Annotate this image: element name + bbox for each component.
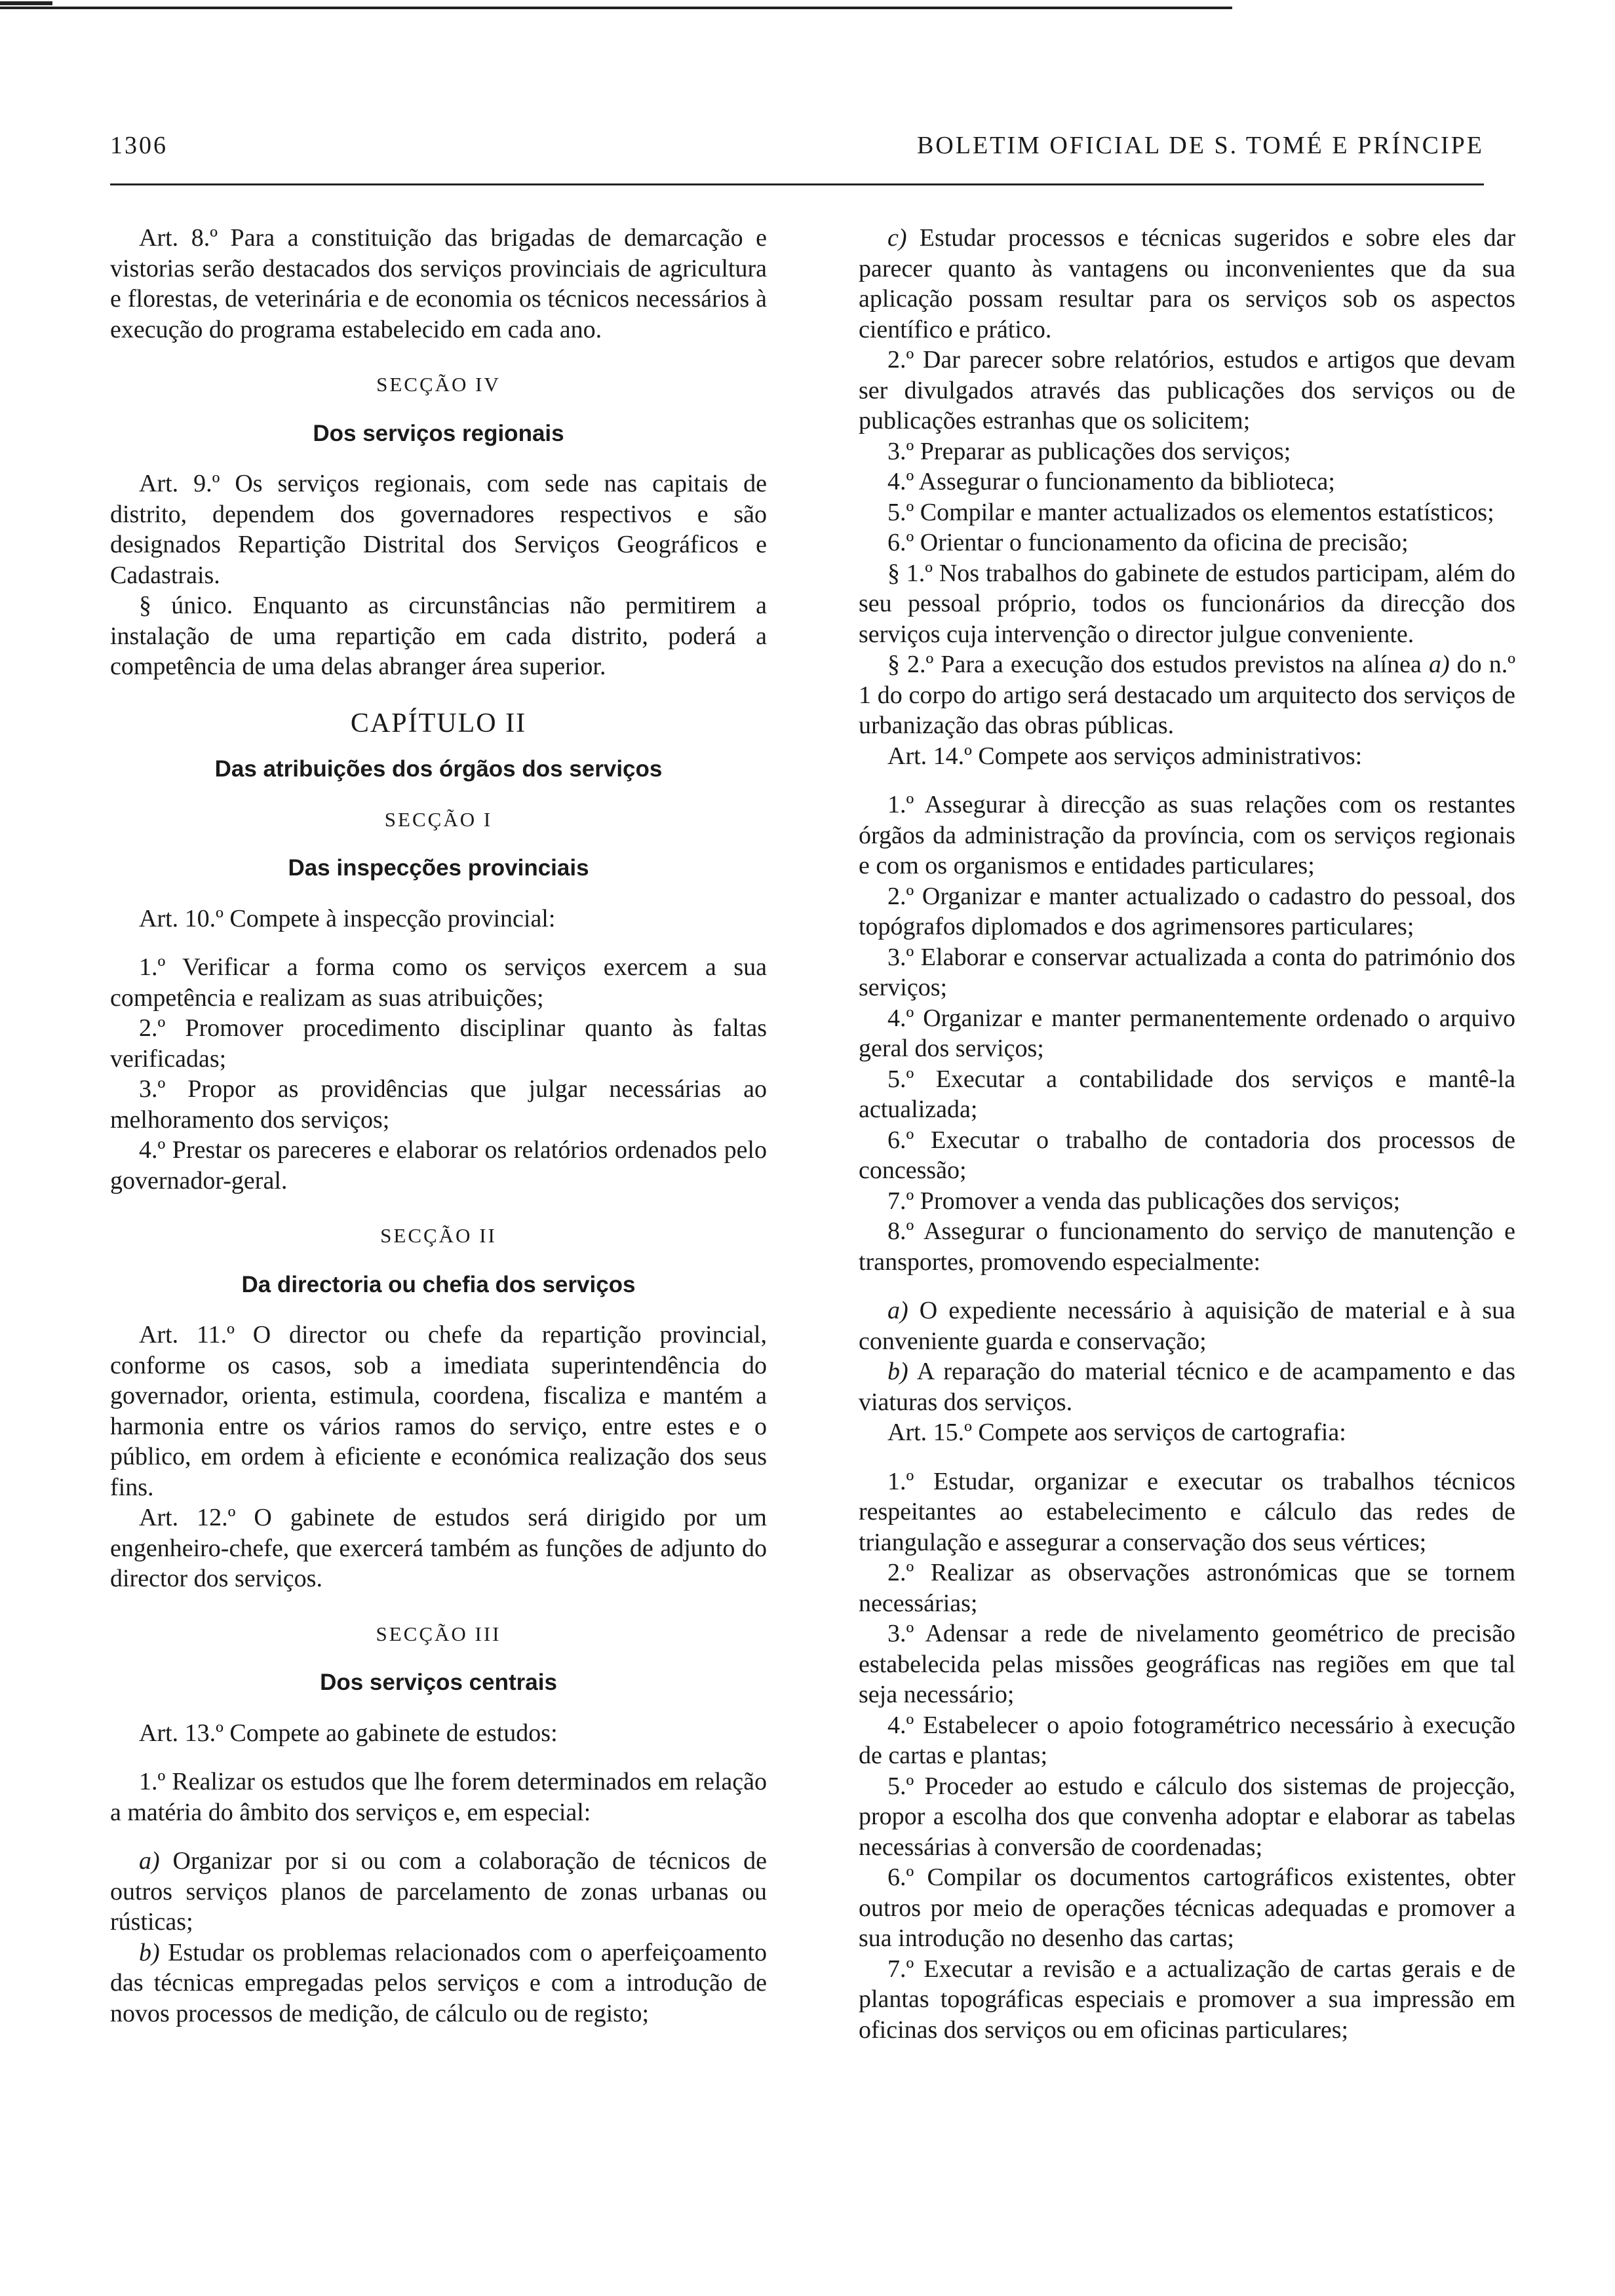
list-item: 3.º Elaborar e conservar actualizada a conta do património dos serviços; [859, 943, 1515, 1001]
list-item: 1.º Estudar, organizar e executar os trabalhos técnicos respeitantes ao estabelecimento e cálculo das redes de triangulação e assegurar a conservação dos seus vértices; [859, 1467, 1515, 1556]
list-item: 2.º Promover procedimento disciplinar quanto às faltas verificadas; [110, 1014, 767, 1073]
list-item: 7.º Promover a venda das publicações dos serviços; [887, 1187, 1401, 1215]
list-item [110, 1846, 767, 1938]
list-item: 6.º Compilar os documentos cartográficos existentes, obter outros por meio de operações técnicas adequadas e promover a sua introdução no desenho das cartas; [859, 1864, 1515, 1952]
section-title: Dos serviços regionais [313, 420, 564, 446]
list-item: 4.º Prestar os pareceres e elaborar os relatórios ordenados pelo governador-geral. [110, 1136, 767, 1195]
item-label: b) [139, 1938, 160, 1966]
list-item: 6.º Executar o trabalho de contadoria dos processos de concessão; [859, 1126, 1515, 1184]
item-label: c) [887, 224, 907, 252]
chapter-title: Das atribuições dos órgãos dos serviços [214, 756, 663, 782]
list-item [859, 1295, 1515, 1356]
list-item: 7.º Executar a revisão e a actualização de cartas gerais e de plantas topográficas especiais e promover a sua impressão em oficinas dos serviços ou em oficinas particulares; [859, 1955, 1515, 2044]
header-rule [110, 183, 1484, 185]
list-item: 1.º Verificar a forma como os serviços exercem a sua competência e realizam as suas atribuições; [110, 953, 767, 1012]
list-item [110, 1938, 767, 2029]
item-label: a) [887, 1297, 908, 1324]
item-text: O expediente necessário à aquisição de material e à sua conveniente guarda e conservação; [859, 1297, 1515, 1355]
item-label: a) [139, 1847, 160, 1875]
list-item: 4.º Organizar e manter permanentemente ordenado o arquivo geral dos serviços; [859, 1004, 1515, 1062]
section-heading: SECÇÃO I [384, 807, 493, 831]
item-label: a) [1428, 651, 1450, 678]
list-item: 4.º Assegurar o funcionamento da biblioteca; [887, 468, 1335, 495]
list-item: 8.º Assegurar o funcionamento do serviço de manutenção e transportes, promovendo especialmente: [859, 1217, 1515, 1276]
list-item: 2.º Dar parecer sobre relatórios, estudos e artigos que devam ser divulgados através das publicações dos serviços ou de publicações estranhas que os solicitem; [859, 346, 1515, 434]
article-10: Art. 10.º Compete à inspecção provincial: [139, 904, 556, 932]
item-label: b) [887, 1358, 908, 1385]
article-9: Art. 9.º Os serviços regionais, com sede nas capitais de distrito, dependem dos governadores respectivos e são designados Repartição Distrital dos Serviços Geográficos e Cadastrais. [110, 470, 767, 589]
section-heading: SECÇÃO IV [376, 373, 501, 396]
section-heading: SECÇÃO III [376, 1622, 501, 1645]
section-title: Da directoria ou chefia dos serviços [241, 1271, 636, 1297]
left-column [110, 223, 767, 2029]
article-13: Art. 13.º Compete ao gabinete de estudos: [139, 1719, 558, 1747]
list-item: 2.º Organizar e manter actualizado o cadastro do pessoal, dos topógrafos diplomados e dos agrimensores particulares; [859, 882, 1515, 940]
page-number: 1306 [110, 132, 168, 159]
running-title: BOLETIM OFICIAL DE S. TOMÉ E PRÍNCIPE [916, 132, 1484, 159]
article-12: Art. 12.º O gabinete de estudos será dirigido por um engenheiro-chefe, que exercerá também as funções de adjunto do director dos serviços. [110, 1504, 767, 1592]
article-15: Art. 15.º Compete aos serviços de cartografia: [887, 1419, 1346, 1446]
list-item: 5.º Executar a contabilidade dos serviços e mantê-la actualizada; [859, 1065, 1515, 1123]
list-item: 2.º Realizar as observações astronómicas que se tornem necessárias; [859, 1559, 1515, 1617]
article-9-paragraph: § único. Enquanto as circunstâncias não permitirem a instalação de uma repartição em cada distrito, poderá a competência de uma delas abranger área superior. [110, 592, 767, 680]
article-11: Art. 11.º O director ou chefe da repartição provincial, conforme os casos, sob a imediata superintendência do governador, orienta, estimula, coordena, fiscaliza e mantém a harmonia entre os vários ramos do serviço, entre estes e o público, em ordem à eficiente e económica realização dos seus fins. [110, 1321, 767, 1501]
list-item [859, 223, 1515, 345]
right-column [859, 223, 1515, 2045]
list-item: § 1.º Nos trabalhos do gabinete de estudos participam, além do seu pessoal próprio, todos os funcionários da direcção dos serviços cuja intervenção o director julgue conveniente. [859, 559, 1515, 648]
article-14: Art. 14.º Compete aos serviços administrativos: [887, 742, 1363, 770]
item-text: § 2.º Para a execução dos estudos previstos na alínea [887, 651, 1429, 678]
item-text: do n.º 1 do corpo do artigo será destacado um arquitecto dos serviços de urbanização das obras públicas. [859, 651, 1515, 739]
section-heading: SECÇÃO II [380, 1224, 497, 1247]
item-text: Estudar os problemas relacionados com o aperfeiçoamento das técnicas empregadas pelos serviços e com a introdução de novos processos de medição, de cálculo ou de registo; [110, 1938, 767, 2027]
list-item [859, 649, 1515, 741]
item-text: Estudar processos e técnicas sugeridos e sobre eles dar parecer quanto às vantagens ou inconvenientes que da sua aplicação possam resultar para os serviços sob os aspectos científico e prático. [859, 224, 1515, 343]
article-8: Art. 8.º Para a constituição das brigadas de demarcação e vistorias serão destacados dos serviços provinciais de agricultura e florestas, de veterinária e de economia os técnicos necessários à execução do programa estabelecido em cada ano. [110, 224, 767, 343]
item-text: Organizar por si ou com a colaboração de técnicos de outros serviços planos de parcelamento de zonas urbanas ou rústicas; [110, 1847, 767, 1936]
list-item: 5.º Proceder ao estudo e cálculo dos sistemas de projecção, propor a escolha dos que convenha adoptar e elaborar as tabelas necessárias à conversão de coordenadas; [859, 1772, 1515, 1861]
list-item: 6.º Orientar o funcionamento da oficina de precisão; [887, 529, 1409, 556]
item-text: A reparação do material técnico e de acampamento e das viaturas dos serviços. [859, 1358, 1515, 1416]
list-item [859, 1356, 1515, 1417]
list-item: 5.º Compilar e manter actualizados os elementos estatísticos; [887, 498, 1494, 526]
section-title: Das inspecções provinciais [288, 855, 589, 881]
page-header [110, 131, 1484, 170]
section-title: Dos serviços centrais [320, 1670, 557, 1695]
chapter-heading: CAPÍTULO II [350, 708, 527, 738]
list-item: 3.º Propor as providências que julgar necessárias ao melhoramento dos serviços; [110, 1075, 767, 1134]
list-item: 4.º Estabelecer o apoio fotogramétrico necessário à execução de cartas e plantas; [859, 1711, 1515, 1769]
list-item: 3.º Preparar as publicações dos serviços; [887, 437, 1291, 465]
list-item: 1.º Assegurar à direcção as suas relações com os restantes órgãos da administração da província, com os serviços regionais e com os organismos e entidades particulares; [859, 791, 1515, 879]
scan-edge-mark [0, 1, 52, 5]
top-rule [0, 7, 1232, 9]
list-item: 1.º Realizar os estudos que lhe forem determinados em relação a matéria do âmbito dos serviços e, em especial: [110, 1768, 767, 1826]
list-item: 3.º Adensar a rede de nivelamento geométrico de precisão estabelecida pelas missões geográficas nas regiões em que tal seja necessário; [859, 1620, 1515, 1708]
